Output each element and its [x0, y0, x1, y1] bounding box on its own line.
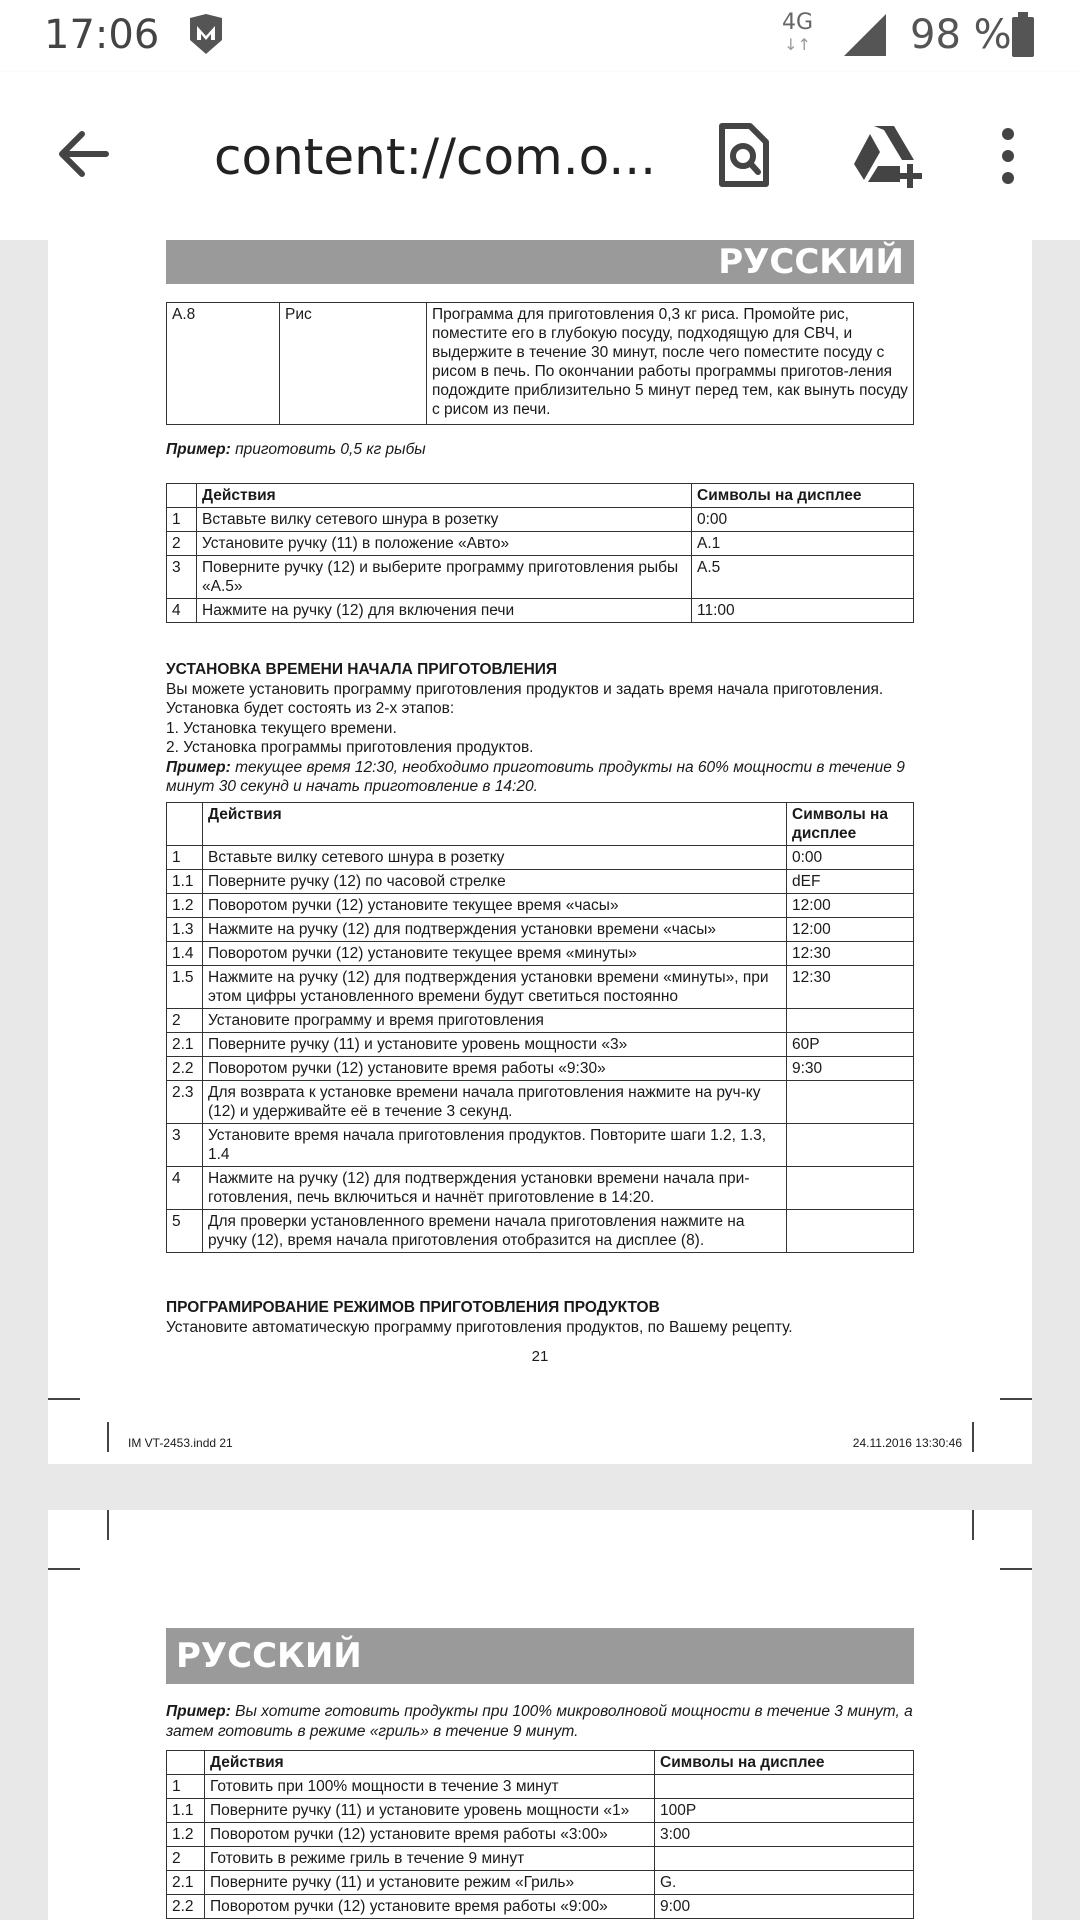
crop-mark [107, 1422, 109, 1452]
status-bar [0, 0, 1080, 72]
table-cell: G. [655, 1871, 914, 1895]
table-cell: 2.1 [167, 1033, 203, 1057]
table-row [167, 918, 914, 942]
table-cell: 12:00 [787, 918, 914, 942]
table-cell: Поверните ручку (11) и установите уровень мощности «1» [205, 1799, 655, 1823]
footer-timestamp: 24.11.2016 13:30:46 [852, 1436, 962, 1450]
table-row [167, 508, 914, 532]
table-row [167, 894, 914, 918]
table-cell: Поверните ручку (12) по часовой стрелке [203, 870, 787, 894]
header-cell-symbols: Символы на дисплее [787, 803, 914, 846]
table-cell: Для проверки установленного времени начала приготовления нажмите на ручку (12), время начала приготовления отобразится на дисплее (8). [203, 1210, 787, 1253]
table-cell: 1.2 [167, 1823, 205, 1847]
table-cell: Нажмите на ручку (12) для подтверждения установки времени «минуты», при этом цифры установленного времени будут светиться постоянно [203, 966, 787, 1009]
table-cell: 1.1 [167, 870, 203, 894]
table-cell: Нажмите на ручку (12) для включения печи [197, 599, 692, 623]
table-cell: 3:00 [655, 1823, 914, 1847]
table-cell: Поворотом ручки (12) установите время работы «3:00» [205, 1823, 655, 1847]
table-cell: Поворотом ручки (12) установите текущее время «часы» [203, 894, 787, 918]
steps-table-start-time [166, 802, 914, 1253]
table-cell: Поворотом ручки (12) установите текущее время «минуты» [203, 942, 787, 966]
section-programming [166, 1298, 916, 1337]
table-cell: Поворотом ручки (12) установите время работы «9:30» [203, 1057, 787, 1081]
crop-mark [1000, 1568, 1032, 1570]
table-cell: Установите время начала приготовления продуктов. Повторите шаги 1.2, 1.3, 1.4 [203, 1124, 787, 1167]
table-cell: 1.5 [167, 966, 203, 1009]
table-cell: 1.3 [167, 918, 203, 942]
header-cell-actions: Действия [205, 1751, 655, 1775]
paragraph: Вы можете установить программу приготовления продуктов и задать время начала приготовления. [166, 680, 884, 698]
table-row [167, 303, 914, 425]
table-row [167, 966, 914, 1009]
banner-text: РУССКИЙ [176, 1636, 362, 1676]
table-cell: 0:00 [787, 846, 914, 870]
table-cell [655, 1775, 914, 1799]
table-cell: 1 [167, 1775, 205, 1799]
steps-table-grill [166, 1750, 914, 1919]
app-toolbar [0, 72, 1080, 240]
table-header-row [167, 484, 914, 508]
table-row [167, 1871, 914, 1895]
example-text: текущее время 12:30, необходимо приготовить продукты на 60% мощности в течение 9 минут 30 секунд и начать приготовление в 14:20. [166, 758, 905, 795]
example-label: Пример: [166, 758, 231, 776]
table-cell: dEF [787, 870, 914, 894]
table-cell: Установите ручку (11) в положение «Авто» [197, 532, 692, 556]
table-cell: 1.1 [167, 1799, 205, 1823]
table-cell: Вставьте вилку сетевого шнура в розетку [197, 508, 692, 532]
table-row [167, 556, 914, 599]
table-header-row [167, 803, 914, 846]
table-cell: 2 [167, 532, 197, 556]
table-cell: 1.2 [167, 894, 203, 918]
table-row [167, 599, 914, 623]
table-row [167, 1210, 914, 1253]
more-options-icon[interactable] [1000, 128, 1016, 189]
crop-mark [972, 1422, 974, 1452]
table-cell: 2.2 [167, 1895, 205, 1919]
table-cell: Рис [280, 303, 427, 425]
header-cell-symbols: Символы на дисплее [655, 1751, 914, 1775]
table-row [167, 1033, 914, 1057]
crop-mark [972, 1510, 974, 1540]
table-cell: Нажмите на ручку (12) для подтверждения установки времени начала при-готовления, печь включиться и начнёт приготовление в 14:20. [203, 1167, 787, 1210]
table-cell: A.1 [692, 532, 914, 556]
table-cell: Готовить при 100% мощности в течение 3 минут [205, 1775, 655, 1799]
table-row [167, 1823, 914, 1847]
back-arrow-icon[interactable] [54, 126, 110, 187]
network-type-label: 4G [782, 10, 814, 35]
table-row [167, 1895, 914, 1919]
signal-icon [842, 12, 888, 63]
header-cell-actions: Действия [203, 803, 787, 846]
pdf-viewer[interactable] [0, 240, 1080, 1920]
table-cell: 9:30 [787, 1057, 914, 1081]
table-cell: Поверните ручку (11) и установите режим «Гриль» [205, 1871, 655, 1895]
example-line [166, 440, 916, 460]
add-to-drive-icon[interactable] [852, 124, 924, 193]
table-cell: A.8 [167, 303, 280, 425]
table-cell: 100P [655, 1799, 914, 1823]
table-cell: 11:00 [692, 599, 914, 623]
paragraph: Установка будет состоять из 2-х этапов: [166, 700, 455, 717]
table-cell: 4 [167, 1167, 203, 1210]
example-text: приготовить 0,5 кг рыбы [235, 441, 426, 458]
table-cell: 2 [167, 1847, 205, 1871]
page-number: 21 [531, 1348, 549, 1365]
crop-mark [1000, 1398, 1032, 1400]
table-cell [787, 1124, 914, 1167]
header-cell-symbols: Символы на дисплее [692, 484, 914, 508]
table-row [167, 846, 914, 870]
table-header-row [167, 1751, 914, 1775]
table-row [167, 1775, 914, 1799]
table-cell: 2.3 [167, 1081, 203, 1124]
document-title: content://com.o... [214, 128, 657, 186]
table-cell: 2.2 [167, 1057, 203, 1081]
crop-mark [48, 1568, 80, 1570]
table-row [167, 1847, 914, 1871]
table-cell: 0:00 [692, 508, 914, 532]
footer-filename: IM VT-2453.indd 21 [128, 1436, 233, 1450]
table-cell: Поверните ручку (11) и установите уровень мощности «3» [203, 1033, 787, 1057]
table-row [167, 1057, 914, 1081]
paragraph: 1. Установка текущего времени. [166, 719, 397, 737]
table-cell: 12:00 [787, 894, 914, 918]
clock: 17:06 [44, 12, 160, 58]
paragraph: 2. Установка программы приготовления продуктов. [166, 739, 534, 756]
header-cell-actions: Действия [197, 484, 692, 508]
table-cell: 1.4 [167, 942, 203, 966]
example-line [166, 1702, 916, 1741]
document-page [48, 240, 1032, 1464]
example-label: Пример: [166, 441, 231, 458]
table-cell: 9:00 [655, 1895, 914, 1919]
table-cell: 12:30 [787, 966, 914, 1009]
header-cell-num [167, 484, 197, 508]
example-text: Вы хотите готовить продукты при 100% микроволновой мощности в течение 3 минут, а затем готовить в режиме «гриль» в течение 9 минут. [166, 1703, 913, 1740]
table-cell: Готовить в режиме гриль в течение 9 минут [205, 1847, 655, 1871]
table-cell: 1 [167, 846, 203, 870]
paragraph: Установите автоматическую программу приготовления продуктов, по Вашему рецепту. [166, 1318, 793, 1336]
table-cell: 1 [167, 508, 197, 532]
table-cell: 3 [167, 556, 197, 599]
section-heading: УСТАНОВКА ВРЕМЕНИ НАЧАЛА ПРИГОТОВЛЕНИЯ [166, 661, 558, 678]
header-cell-num [167, 1751, 205, 1775]
section-start-time [166, 660, 916, 797]
table-cell: 3 [167, 1124, 203, 1167]
table-row [167, 1799, 914, 1823]
table-cell: 2.1 [167, 1871, 205, 1895]
table-cell [787, 1210, 914, 1253]
find-in-document-icon[interactable] [716, 122, 772, 193]
table-cell: Поверните ручку (12) и выберите программу приготовления рыбы «A.5» [197, 556, 692, 599]
battery-percent: 98 % [910, 12, 1012, 58]
language-banner [166, 240, 914, 284]
document-page [48, 1510, 1032, 1920]
table-cell: 12:30 [787, 942, 914, 966]
table-row [167, 1009, 914, 1033]
steps-table-fish [166, 483, 914, 623]
example-label: Пример: [166, 1703, 231, 1720]
crop-mark [48, 1398, 80, 1400]
table-cell: Установите программу и время приготовления [203, 1009, 787, 1033]
example-line [166, 758, 916, 797]
table-cell [787, 1081, 914, 1124]
table-cell: 5 [167, 1210, 203, 1253]
crop-mark [107, 1510, 109, 1540]
table-row [167, 1081, 914, 1124]
table-cell: Вставьте вилку сетевого шнура в розетку [203, 846, 787, 870]
mi-shield-icon [186, 14, 226, 61]
table-cell: 2 [167, 1009, 203, 1033]
table-row [167, 942, 914, 966]
header-cell-num [167, 803, 203, 846]
network-indicator [782, 12, 813, 56]
table-cell: Нажмите на ручку (12) для подтверждения установки времени «часы» [203, 918, 787, 942]
table-cell: 60P [787, 1033, 914, 1057]
language-banner [166, 1628, 914, 1684]
banner-text: РУССКИЙ [718, 242, 904, 282]
program-table [166, 302, 914, 425]
table-cell: Программа для приготовления 0,3 кг риса. Промойте рис, поместите его в глубокую посуду, подходящую для СВЧ, и выдержите в течение 30 минут, после чего поместите посуду с рисом в печь. По окончании работы программы приготов-ления подождите приблизительно 5 минут перед тем, как вынуть посуду с рисом из печи. [427, 303, 914, 425]
table-cell: A.5 [692, 556, 914, 599]
table-cell [787, 1167, 914, 1210]
table-row [167, 870, 914, 894]
table-cell [787, 1009, 914, 1033]
table-row [167, 532, 914, 556]
data-arrows-icon: ↓↑ [784, 35, 811, 54]
table-cell [655, 1847, 914, 1871]
table-cell: Поворотом ручки (12) установите время работы «9:00» [205, 1895, 655, 1919]
battery-icon [1010, 12, 1036, 63]
table-cell: Для возврата к установке времени начала приготовления нажмите на руч-ку (12) и удерживайте её в течение 3 секунд. [203, 1081, 787, 1124]
table-cell: 4 [167, 599, 197, 623]
table-row [167, 1167, 914, 1210]
section-heading: ПРОГРАМИРОВАНИЕ РЕЖИМОВ ПРИГОТОВЛЕНИЯ ПРОДУКТОВ [166, 1299, 660, 1316]
table-row [167, 1124, 914, 1167]
